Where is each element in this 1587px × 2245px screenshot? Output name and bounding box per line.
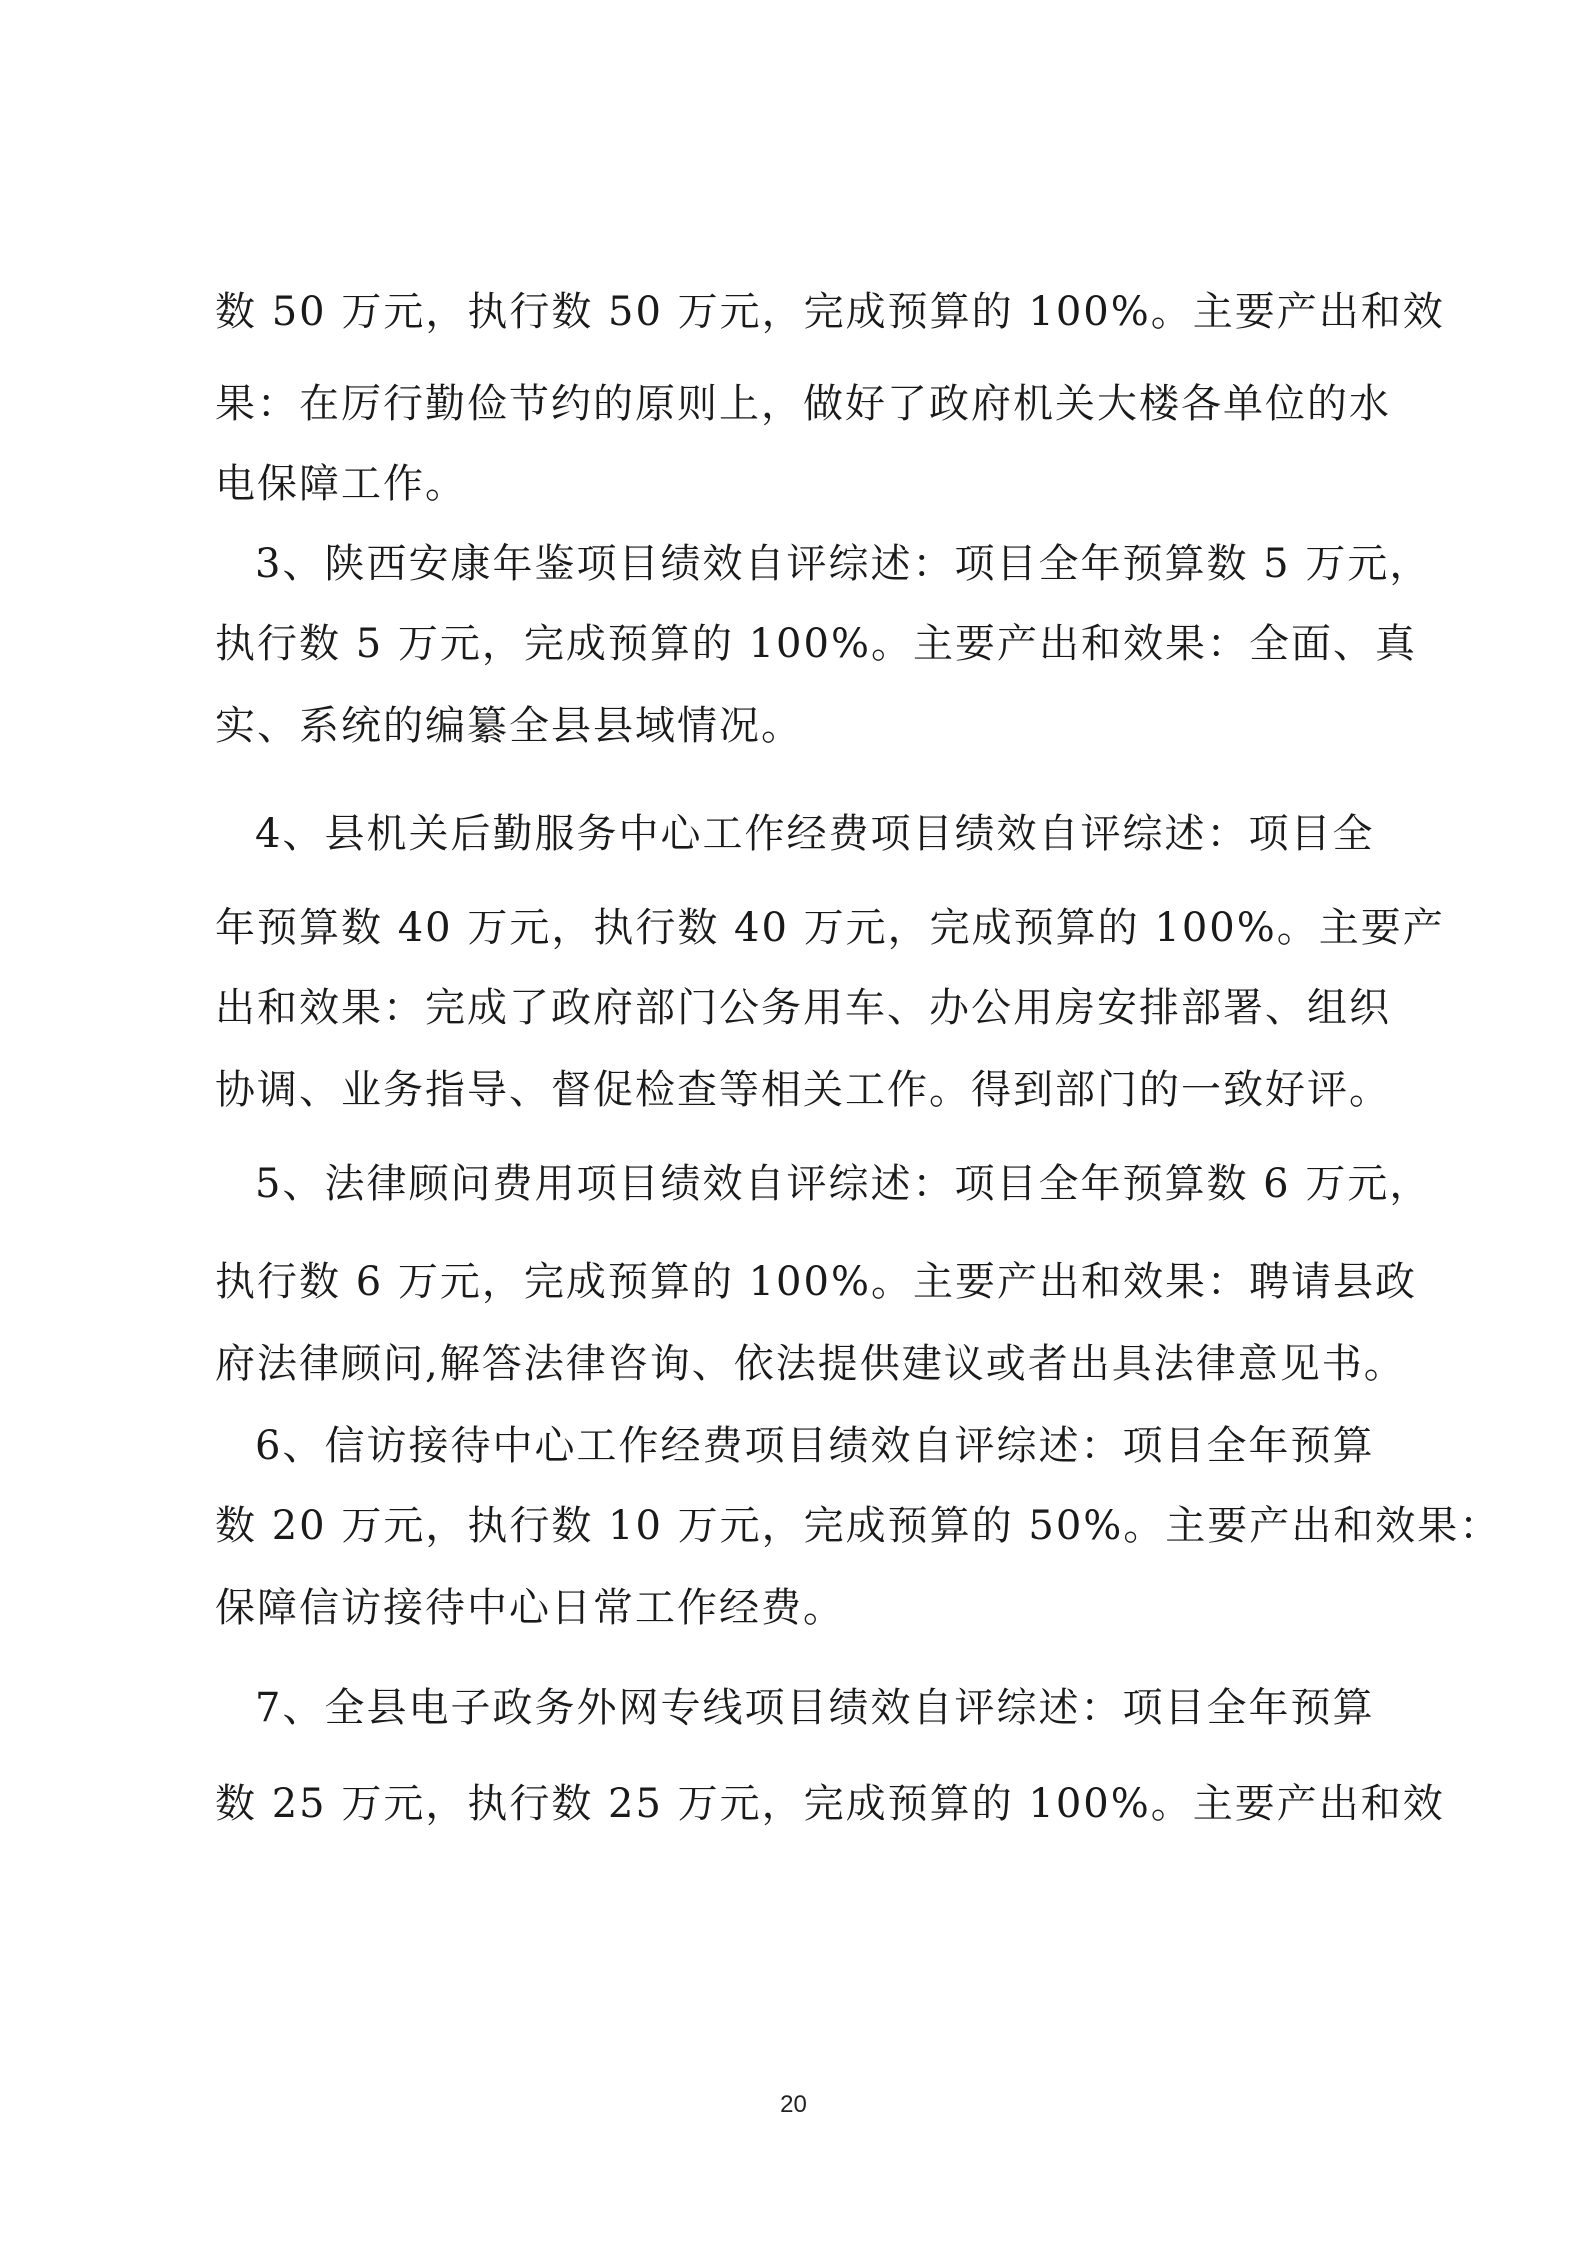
text-line: 数 25 万元，执行数 25 万元，完成预算的 100%。主要产出和效	[215, 1781, 1445, 1827]
text-line: 果：在厉行勤俭节约的原则上，做好了政府机关大楼各单位的水	[215, 381, 1391, 427]
text-line: 执行数 5 万元，完成预算的 100%。主要产出和效果：全面、真	[215, 621, 1417, 667]
text-line: 出和效果：完成了政府部门公务用车、办公用房安排部署、组织	[215, 985, 1391, 1031]
text-line: 府法律顾问,解答法律咨询、依法提供建议或者出具法律意见书。	[215, 1341, 1406, 1387]
paragraph-3-first-line: 3、陕西安康年鉴项目绩效自评综述：项目全年预算数 5 万元，	[255, 541, 1432, 587]
text-line: 实、系统的编纂全县县域情况。	[215, 703, 803, 749]
text-line: 年预算数 40 万元，执行数 40 万元，完成预算的 100%。主要产	[215, 905, 1445, 951]
text-line: 协调、业务指导、督促检查等相关工作。得到部门的一致好评。	[215, 1067, 1391, 1113]
text-line: 保障信访接待中心日常工作经费。	[215, 1585, 845, 1631]
paragraph-4-first-line: 4、县机关后勤服务中心工作经费项目绩效自评综述：项目全	[255, 811, 1375, 857]
paragraph-5-first-line: 5、法律顾问费用项目绩效自评综述：项目全年预算数 6 万元，	[255, 1161, 1432, 1207]
text-line: 电保障工作。	[215, 461, 467, 507]
text-line: 数 20 万元，执行数 10 万元，完成预算的 50%。主要产出和效果：	[215, 1503, 1502, 1549]
text-line: 执行数 6 万元，完成预算的 100%。主要产出和效果：聘请县政	[215, 1259, 1417, 1305]
paragraph-7-first-line: 7、全县电子政务外网专线项目绩效自评综述：项目全年预算	[255, 1685, 1375, 1731]
text-line: 数 50 万元，执行数 50 万元，完成预算的 100%。主要产出和效	[215, 289, 1445, 335]
paragraph-6-first-line: 6、信访接待中心工作经费项目绩效自评综述：项目全年预算	[255, 1423, 1375, 1469]
page-number: 20	[780, 2091, 807, 2118]
